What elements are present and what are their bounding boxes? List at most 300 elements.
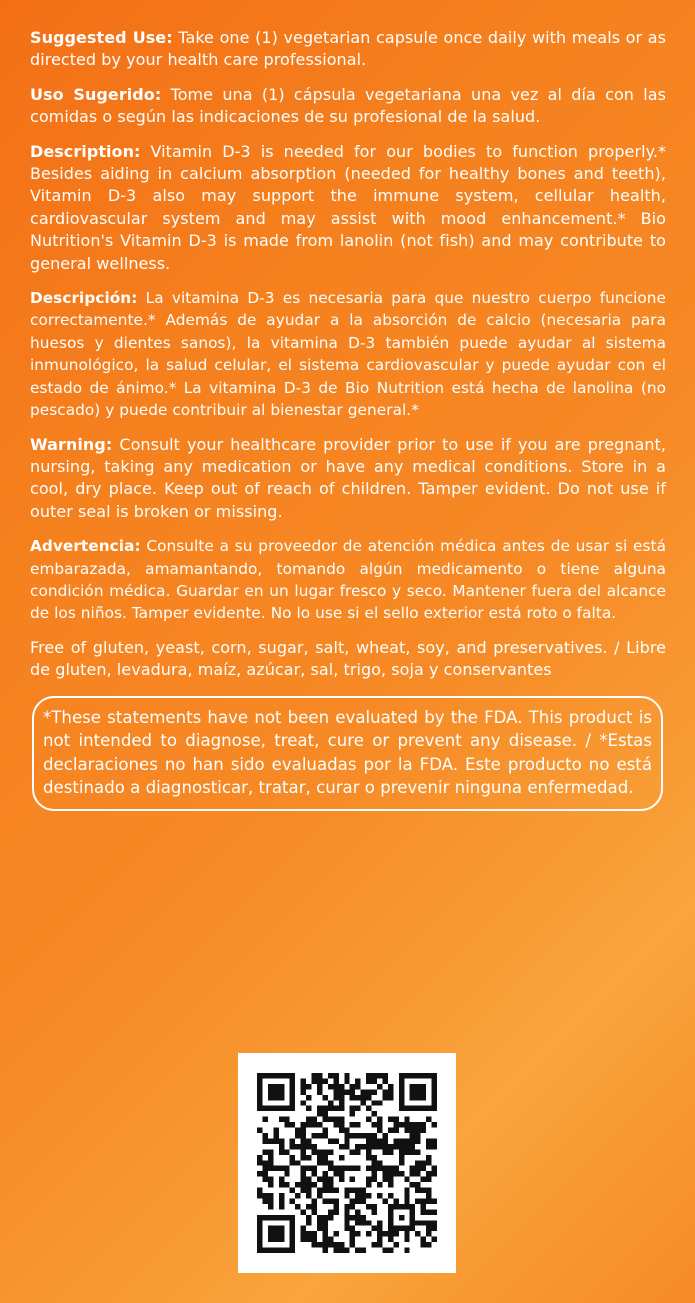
qr-module [279,1084,284,1089]
qr-module [306,1095,311,1100]
qr-module [279,1237,284,1242]
qr-module [301,1133,306,1138]
qr-module [268,1248,273,1253]
qr-module [404,1117,409,1122]
qr-module [372,1073,377,1078]
qr-module [361,1095,366,1100]
qr-module [328,1198,333,1203]
qr-module [257,1231,262,1236]
qr-module [290,1106,295,1111]
qr-module [257,1073,262,1078]
qr-module [366,1220,371,1225]
qr-module [312,1171,317,1176]
qr-module [284,1248,289,1253]
qr-module [257,1100,262,1105]
qr-module [366,1089,371,1094]
qr-module [322,1106,327,1111]
qr-module [322,1095,327,1100]
qr-module [284,1073,289,1078]
qr-module [372,1166,377,1171]
qr-module [317,1155,322,1160]
qr-module [279,1117,284,1122]
descripcion-text: La vitamina D-3 es necesaria para que nuestro cuerpo funcione correctamente.* Además de ayudar a la absorción de calcio (necesaria para huesos y dientes sanos), la vitamina D-3 también puede ayudar al sistema inmunológico, la salud celular, el sistema cardiovascular y puede ayudar con el estado de ánimo.* La vitamina D-3 de Bio Nutrition está hecha de lanolina (no pescado) y puede contribuir al bienestar general.* [30,289,666,420]
qr-module [372,1204,377,1209]
qr-module [279,1226,284,1231]
qr-module [344,1220,349,1225]
qr-module [257,1226,262,1231]
qr-module [268,1198,273,1203]
qr-module [290,1089,295,1094]
qr-module [328,1177,333,1182]
qr-module [262,1138,267,1143]
qr-module [279,1248,284,1253]
qr-module [301,1188,306,1193]
qr-module [268,1215,273,1220]
qr-module [279,1089,284,1094]
qr-module [372,1078,377,1083]
qr-module [333,1209,338,1214]
qr-module [328,1242,333,1247]
qr-module [306,1193,311,1198]
qr-module [432,1144,437,1149]
qr-module [388,1215,393,1220]
qr-module [301,1100,306,1105]
qr-module [317,1111,322,1116]
qr-module [366,1166,371,1171]
qr-module [268,1231,273,1236]
qr-module [284,1182,289,1187]
qr-module [268,1193,273,1198]
qr-module [322,1111,327,1116]
qr-module [301,1237,306,1242]
qr-module [404,1193,409,1198]
qr-module [377,1237,382,1242]
warning-heading: Warning: [30,434,113,454]
uso-sugerido-heading: Uso Sugerido: [30,84,162,104]
qr-module [426,1138,431,1143]
qr-module [328,1166,333,1171]
qr-module [262,1166,267,1171]
qr-module [377,1073,382,1078]
qr-module [333,1106,338,1111]
qr-module [290,1198,295,1203]
qr-module [301,1149,306,1154]
qr-module [262,1171,267,1176]
qr-module [361,1144,366,1149]
qr-module [377,1231,382,1236]
qr-module [404,1188,409,1193]
qr-module [279,1106,284,1111]
qr-module [290,1138,295,1143]
qr-module [355,1084,360,1089]
qr-module [344,1078,349,1083]
qr-module [421,1073,426,1078]
qr-module [410,1106,415,1111]
qr-module [350,1242,355,1247]
qr-module [344,1209,349,1214]
qr-module [432,1226,437,1231]
qr-module [382,1089,387,1094]
qr-module [366,1138,371,1143]
qr-module [290,1155,295,1160]
qr-module [273,1089,278,1094]
warning-paragraph [30,434,666,524]
qr-module [268,1106,273,1111]
qr-module [257,1171,262,1176]
qr-module [404,1237,409,1242]
qr-module [257,1095,262,1100]
qr-module [312,1149,317,1154]
qr-module [262,1073,267,1078]
qr-module [393,1117,398,1122]
qr-module [322,1248,327,1253]
qr-module [377,1084,382,1089]
qr-module [388,1231,393,1236]
qr-code-icon [257,1073,437,1253]
qr-module [372,1209,377,1214]
qr-module [306,1182,311,1187]
qr-module [382,1177,387,1182]
qr-module [415,1171,420,1176]
qr-module [333,1242,338,1247]
qr-module [388,1149,393,1154]
qr-module [410,1084,415,1089]
qr-module [333,1073,338,1078]
qr-module [306,1177,311,1182]
qr-module [339,1144,344,1149]
qr-module [344,1138,349,1143]
qr-module [366,1231,371,1236]
qr-module [432,1089,437,1094]
qr-module [322,1177,327,1182]
qr-module [388,1209,393,1214]
qr-module [339,1248,344,1253]
qr-module [257,1188,262,1193]
qr-module [273,1231,278,1236]
qr-module [290,1188,295,1193]
qr-module [421,1122,426,1127]
qr-module [301,1078,306,1083]
qr-module [388,1177,393,1182]
qr-module [268,1204,273,1209]
qr-module [306,1144,311,1149]
free-of-text: Free of gluten, yeast, corn, sugar, salt, wheat, soy, and preservatives. / Libre de gluten, levadura, maíz, azúcar, sal, trigo, soja y conservantes [30,637,666,680]
qr-module [372,1133,377,1138]
qr-module [372,1089,377,1094]
qr-module [290,1100,295,1105]
qr-module [410,1089,415,1094]
qr-module [290,1122,295,1127]
qr-module [301,1226,306,1231]
qr-module [257,1160,262,1165]
qr-module [366,1106,371,1111]
qr-module [339,1084,344,1089]
qr-module [421,1084,426,1089]
qr-module [339,1128,344,1133]
qr-module [257,1128,262,1133]
qr-module [295,1204,300,1209]
qr-module [350,1089,355,1094]
qr-module [273,1133,278,1138]
descripcion-paragraph [30,287,666,421]
qr-module [372,1144,377,1149]
qr-module [279,1144,284,1149]
qr-module [306,1204,311,1209]
qr-module [388,1204,393,1209]
qr-module [306,1117,311,1122]
qr-module [268,1182,273,1187]
qr-module [344,1204,349,1209]
qr-module [404,1138,409,1143]
qr-module [410,1166,415,1171]
qr-module [268,1084,273,1089]
qr-module [393,1138,398,1143]
qr-module [404,1122,409,1127]
qr-module [339,1242,344,1247]
qr-code[interactable] [238,1053,456,1273]
qr-module [393,1198,398,1203]
qr-module [322,1155,327,1160]
qr-module [410,1095,415,1100]
qr-module [432,1209,437,1214]
qr-module [312,1204,317,1209]
qr-module [399,1089,404,1094]
uso-sugerido-paragraph [30,84,666,129]
qr-module [382,1248,387,1253]
qr-module [421,1160,426,1165]
qr-module [322,1215,327,1220]
qr-module [328,1188,333,1193]
qr-module [361,1193,366,1198]
fda-disclaimer-text: *These statements have not been evaluated by the FDA. This product is not intended to diagnose, treat, cure or prevent any disease. / *Estas declaraciones no han sido evaluadas por la FDA. Este producto no está destinado a diagnosticar, tratar, curar o prevenir ninguna enfermedad. [43,707,652,798]
qr-module [410,1144,415,1149]
qr-module [366,1204,371,1209]
qr-module [421,1128,426,1133]
qr-module [257,1084,262,1089]
qr-module [432,1122,437,1127]
qr-module [393,1122,398,1127]
qr-module [350,1204,355,1209]
qr-module [382,1198,387,1203]
suggested-use-heading: Suggested Use: [30,28,173,47]
qr-module [415,1231,420,1236]
qr-module [273,1237,278,1242]
qr-module [312,1117,317,1122]
qr-module [306,1237,311,1242]
qr-module [399,1122,404,1127]
qr-module [399,1095,404,1100]
qr-module [328,1237,333,1242]
qr-module [284,1166,289,1171]
qr-module [426,1188,431,1193]
qr-module [268,1166,273,1171]
qr-module [339,1177,344,1182]
qr-module [279,1166,284,1171]
qr-module [421,1220,426,1225]
qr-module [426,1193,431,1198]
qr-module [257,1193,262,1198]
qr-module [415,1220,420,1225]
qr-module [426,1242,431,1247]
qr-module [301,1084,306,1089]
qr-module [339,1100,344,1105]
uso-sugerido-text: Tome una (1) cápsula vegetariana una vez al día con las comidas o según las indicaciones de su profesional de la salud. [30,84,666,127]
qr-module [322,1160,327,1165]
qr-module [399,1078,404,1083]
qr-module [322,1128,327,1133]
qr-module [295,1182,300,1187]
qr-module [421,1242,426,1247]
qr-module [426,1106,431,1111]
qr-module [432,1166,437,1171]
qr-module [393,1166,398,1171]
qr-module [388,1226,393,1231]
qr-module [377,1122,382,1127]
qr-module [328,1138,333,1143]
qr-module [262,1177,267,1182]
qr-module [404,1248,409,1253]
qr-module [312,1144,317,1149]
qr-module [355,1095,360,1100]
qr-module [399,1100,404,1105]
qr-module [306,1122,311,1127]
qr-module [421,1198,426,1203]
qr-module [268,1177,273,1182]
qr-module [350,1095,355,1100]
qr-module [301,1089,306,1094]
qr-module [355,1078,360,1083]
qr-module [399,1171,404,1176]
qr-module [279,1204,284,1209]
qr-module [415,1128,420,1133]
qr-module [366,1078,371,1083]
qr-module [377,1166,382,1171]
qr-module [372,1171,377,1176]
qr-module [295,1133,300,1138]
qr-module [361,1248,366,1253]
qr-module [432,1237,437,1242]
qr-module [333,1166,338,1171]
qr-module [355,1149,360,1154]
qr-module [415,1084,420,1089]
qr-module [317,1149,322,1154]
qr-module [355,1106,360,1111]
warning-text: Consult your healthcare provider prior to use if you are pregnant, nursing, taking any medication or have any medical conditions. Store in a cool, dry place. Keep out of reach of children. Tamper evident. Do not use if outer seal is broken or missing. [30,434,666,521]
qr-module [317,1242,322,1247]
qr-module [339,1095,344,1100]
qr-module [312,1133,317,1138]
qr-module [301,1155,306,1160]
qr-module [322,1182,327,1187]
advertencia-text: Consulte a su proveedor de atención médica antes de usar si está embarazada, amamantando, tomando algún medicamento o tiene alguna condición médica. Guardar en un lugar fresco y seco. Mantener fuera del alcance de los niños. Tamper evidente. No lo use si el sello exterior está roto o falta. [30,537,666,623]
qr-module [344,1193,349,1198]
qr-module [366,1073,371,1078]
qr-module [350,1226,355,1231]
qr-module [421,1089,426,1094]
qr-module [404,1073,409,1078]
qr-module [421,1177,426,1182]
qr-module [268,1095,273,1100]
qr-module [339,1106,344,1111]
qr-module [382,1073,387,1078]
qr-module [372,1177,377,1182]
qr-module [273,1248,278,1253]
qr-module [388,1182,393,1187]
qr-module [328,1117,333,1122]
qr-module [322,1220,327,1225]
qr-module [410,1204,415,1209]
qr-module [388,1237,393,1242]
qr-module [317,1226,322,1231]
qr-module [410,1133,415,1138]
qr-module [361,1089,366,1094]
qr-module [399,1204,404,1209]
qr-module [322,1117,327,1122]
qr-module [273,1128,278,1133]
qr-module [399,1160,404,1165]
descripcion-heading: Descripción: [30,289,138,308]
qr-module [279,1182,284,1187]
qr-module [301,1144,306,1149]
qr-module [399,1226,404,1231]
qr-module [350,1133,355,1138]
qr-module [432,1220,437,1225]
advertencia-heading: Advertencia: [30,537,141,556]
qr-module [301,1182,306,1187]
qr-module [382,1078,387,1083]
qr-module [295,1144,300,1149]
qr-module [382,1138,387,1143]
qr-module [377,1160,382,1165]
qr-module [432,1084,437,1089]
qr-module [399,1138,404,1143]
qr-module [322,1171,327,1176]
qr-module [410,1128,415,1133]
qr-module [328,1084,333,1089]
qr-module [306,1138,311,1143]
qr-module [333,1188,338,1193]
qr-module [350,1166,355,1171]
qr-module [279,1149,284,1154]
qr-module [333,1078,338,1083]
qr-module [290,1095,295,1100]
qr-module [344,1128,349,1133]
qr-module [415,1198,420,1203]
qr-module [322,1188,327,1193]
qr-module [426,1209,431,1214]
qr-module [377,1100,382,1105]
qr-module [415,1166,420,1171]
qr-module [393,1171,398,1176]
qr-module [333,1171,338,1176]
qr-module [262,1193,267,1198]
qr-module [377,1117,382,1122]
free-of-paragraph [30,637,666,682]
qr-module [361,1188,366,1193]
qr-module [290,1160,295,1165]
qr-module [372,1155,377,1160]
qr-module [355,1133,360,1138]
qr-module [306,1084,311,1089]
qr-module [404,1149,409,1154]
qr-module [393,1128,398,1133]
qr-module [372,1111,377,1116]
qr-module [388,1117,393,1122]
qr-module [301,1231,306,1236]
qr-module [317,1193,322,1198]
qr-module [312,1237,317,1242]
qr-module [361,1220,366,1225]
